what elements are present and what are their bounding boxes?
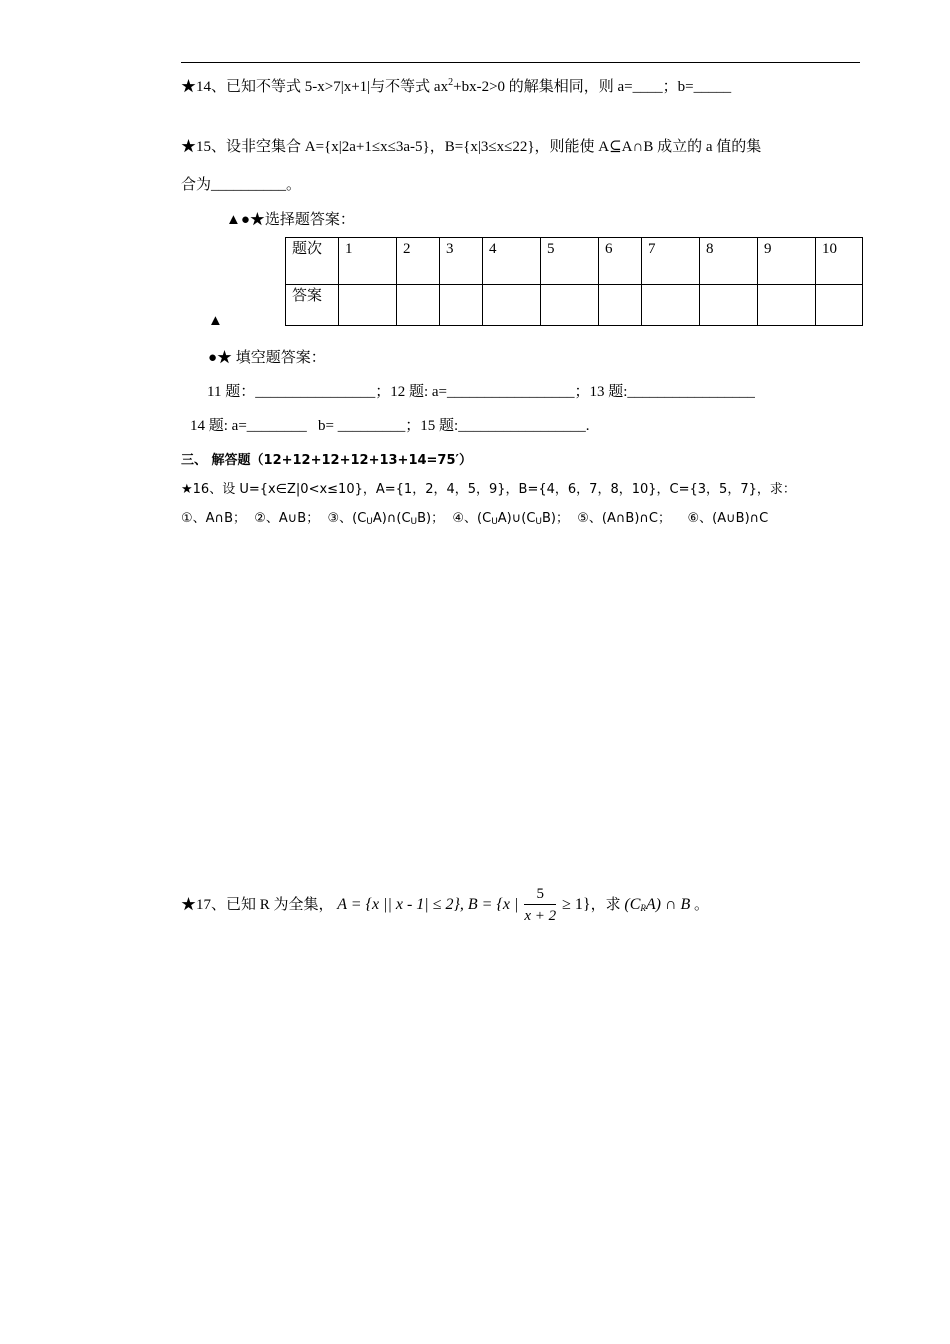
table-answer-label: 答案 [286,285,339,326]
complement-subscript: U [366,517,373,527]
fill-q14-blank-b[interactable]: _________ [337,418,406,434]
complement-subscript: U [410,517,418,527]
fill-q12-blank[interactable]: _________________ [447,384,575,400]
question-17-fraction [524,884,556,927]
question-16-part-a: ①、A∩B； ②、A∪B； ③、(C [181,511,367,526]
table-cell-number: 5 [541,238,599,285]
fraction-numerator: 5 [524,884,556,905]
table-cell-number: 8 [700,238,758,285]
table-header-label: 题次 [286,238,339,285]
triangle-marker: ▲ [208,313,223,329]
question-15-line-2 [181,175,301,195]
complement-subscript: U [491,517,498,527]
fill-q14-b-label: b= [306,418,338,434]
fill-answers-row-1 [207,382,755,402]
question-16-line-2 [181,509,768,529]
question-16-part-e: B)； ⑤、(A∩B)∩C； ⑥、(A∪B)∩C [542,511,769,526]
fill-answers-title: ●★ 填空题答案： [208,350,326,366]
fill-end: . [585,418,590,434]
fill-q11-label: 11 题： [207,384,256,400]
fill-q15-label: ；15 题: [405,418,459,434]
question-14-text-2: +bx-2>0 的解集相同，则 a= [453,79,633,95]
question-17-set-b-end: ≥ 1} [558,896,591,913]
question-14 [181,77,731,97]
section-3-title: 三、 解答题（12+12+12+12+13+14=75′） [181,453,472,468]
answer-cell-1[interactable] [339,285,397,326]
fill-q13-label: ；13 题: [574,384,628,400]
table-cell-number: 7 [642,238,700,285]
fill-q14-blank-a[interactable]: ________ [246,418,307,434]
question-17 [181,882,709,928]
question-14-superscript: 2 [448,77,454,88]
fill-q15-blank[interactable]: _________________ [458,418,586,434]
fraction-denominator: x + 2 [524,908,557,925]
answer-cell-8[interactable] [700,285,758,326]
question-17-set-a: A = {x || x - 1| ≤ 2}, B = {x | [337,896,523,913]
question-17-subscript: R [640,903,646,913]
question-14-blank-b[interactable]: _____ [693,79,732,95]
fill-q12-label: ；12 题: a= [375,384,447,400]
question-17-expr-a: (C [624,896,641,913]
choice-answers-title: ▲●★选择题答案： [226,212,355,228]
question-15-line-1 [181,137,761,157]
answer-cell-7[interactable] [642,285,700,326]
question-15-text-1: 设非空集合 A={x|2a+1≤x≤3a-5}，B={x|3≤x≤22}，则能使 A⊆A∩B 成立的 a 值的集 [226,139,762,155]
choice-answer-table [285,237,863,326]
question-17-mark: ★17、 [181,897,227,913]
question-16-part-b: A)∩(C [372,511,411,526]
table-row-header [286,238,863,285]
answer-cell-3[interactable] [440,285,483,326]
question-17-text: 已知 R 为全集， [226,897,334,913]
fill-q14-label: 14 题: a= [190,418,247,434]
question-17-ask: ，求 [590,897,625,913]
question-15-blank[interactable]: __________ [211,177,287,193]
table-cell-number: 2 [397,238,440,285]
fill-q13-blank[interactable]: _________________ [627,384,755,400]
question-14-mark: ★14、 [181,79,227,95]
answer-cell-10[interactable] [816,285,863,326]
question-14-text-1: 已知不等式 5-x>7|x+1|与不等式 ax [226,79,449,95]
question-17-expr-b: A) ∩ B [645,896,691,913]
table-cell-number: 4 [483,238,541,285]
question-15-text-2: 合为 [181,177,212,193]
table-row-answers [286,285,863,326]
question-16-part-d: A)∪(C [497,511,536,526]
fill-q11-blank[interactable]: ________________ [255,384,376,400]
table-cell-number: 6 [599,238,642,285]
question-16-part-c: B)； ④、(C [417,511,492,526]
table-cell-number: 3 [440,238,483,285]
complement-subscript: U [535,517,543,527]
question-16-line-1: ★16、设 U={x∈Z|0<x≤10}，A={1，2，4，5，9}，B={4，6，7，8，10}，C={3，5，7}，求： [181,482,796,497]
table-cell-number: 10 [816,238,863,285]
answer-cell-9[interactable] [758,285,816,326]
question-15-end: 。 [286,177,302,193]
question-14-blank-a[interactable]: ____ [632,79,663,95]
question-14-mid: ；b= [662,79,694,95]
table-cell-number: 1 [339,238,397,285]
question-17-end: 。 [690,897,710,913]
answer-cell-5[interactable] [541,285,599,326]
answer-cell-4[interactable] [483,285,541,326]
answer-cell-6[interactable] [599,285,642,326]
answer-cell-2[interactable] [397,285,440,326]
header-rule [181,62,860,63]
fill-answers-row-2 [190,416,589,436]
question-15-mark: ★15、 [181,139,227,155]
table-cell-number: 9 [758,238,816,285]
